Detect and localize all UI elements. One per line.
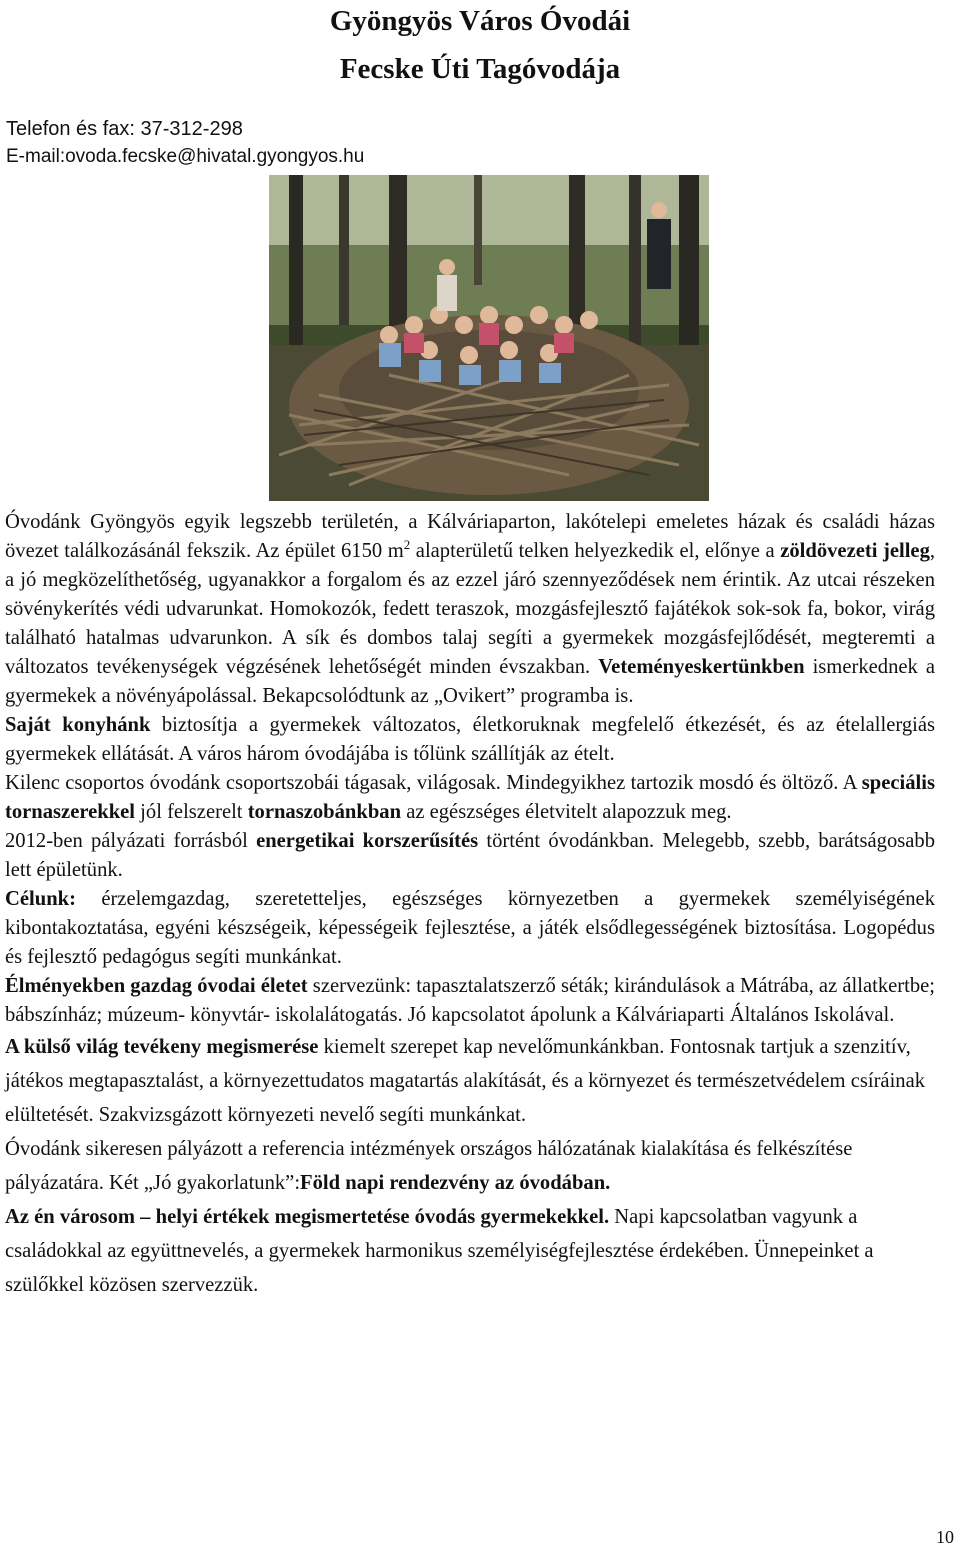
paragraph-environment: A külső világ tevékeny megismerése kiemelt szerepet kap nevelőmunkánkban. Fontosnak tartjuk a szenzitív, játékos megtapasztalást, a környezettudatos magatartás alakítását, és a környezet és természetvédelem csíráinak elültetését. Szakvizsgázott környezeti nevelő segíti munkánkat. — [5, 1036, 926, 1126]
document-title-line-2: Fecske Úti Tagóvodája — [339, 53, 621, 85]
paragraph-reference: Óvodánk sikeresen pályázott a referencia intézmények országos hálózatának kialakítása és felkészítése pályázatára. Két „Jó gyakorlatunk”:Föld napi rendezvény az óvodában. — [5, 1138, 853, 1194]
paragraph-kitchen: Saját konyhánk biztosítja a gyermekek változatos, életkoruknak megfelelő étkezését, és az ételallergiás gyermekek ellátását. A város három óvodájába is tőlünk szállítják az ételt. — [5, 714, 935, 765]
email-line: E-mail:ovoda.fecske@hivatal.gyongyos.hu — [6, 146, 365, 167]
phone-fax-line: Telefon és fax: 37-312-298 — [6, 118, 243, 140]
body-text — [5, 508, 935, 1302]
paragraph-my-city: Az én városom – helyi értékek megismertetése óvodás gyermekekkel. Napi kapcsolatban vagyunk a családokkal az együttnevelés, a gyermekek harmonikus személyiségfejlesztése érdekében. Ünnepeinket a szülőkkel közösen szervezzük. — [5, 1206, 874, 1296]
paragraph-groups: Kilenc csoportos óvodánk csoportszobái tágasak, világosak. Mindegyikhez tartozik mosdó és öltöző. A speciális tornaszerekkel jól felszerelt tornaszobánkban az egészséges életvitelt alapozzuk meg. — [5, 772, 935, 823]
paragraph-experiences: Élményekben gazdag óvodai életet szervezünk: tapasztalatszerző séták; kirándulások a Mátrába, az állatkertbe; bábszínház; múzeum- könyvtár- iskolalátogatás. Jó kapcsolatot ápolunk a Kálváriaparti Általános Iskolával. — [5, 975, 935, 1026]
paragraph-location: Óvodánk Gyöngyös egyik legszebb területén, a Kálváriaparton, lakótelepi emeletes házak és családi házas övezet találkozásánál fekszik. Az épület 6150 $m^2$ alapterületű telken helyezkedik el, előnye a zöldövezeti jelleg, a jó megközelíthetőség, ugyanakkor a forgalom és az ezzel járó szennyeződések nem érintik. Az utcai részeken sövénykerítés védi udvarunkat. Homokozók, fedett teraszok, mozgásfejlesztő fajátékok sok-sok fa, bokor, virág található hatalmas udvarunkon. A sík és dombos talaj segíti a gyermekek mozgásfejlődését, megteremti a változatos tevékenységek végzésének lehetőségét minden évszakban. Veteményeskertünkben ismerkednek a gyermekek a növényápolással. Bekapcsolódtunk az „Ovikert” programba is. — [5, 511, 936, 707]
paragraph-renovation: 2012-ben pályázati forrásból energetikai korszerűsítés történt óvodánkban. Melegebb, szebb, barátságosabb lett épületünk. — [5, 830, 935, 881]
document-title-line-1: Gyöngyös Város Óvodái — [329, 5, 631, 37]
paragraph-goal: Célunk: érzelemgazdag, szeretetteljes, egészséges környezetben a gyermekek személyiségének kibontakoztatása, egyéni készségeik, képességeik fejlesztése, a játék elsődlegességének biztosítása. Logopédus és fejlesztő pedagógus segíti munkánkat. — [5, 888, 935, 968]
page-number: 10 — [936, 1527, 954, 1547]
photo-children-in-branch-nest — [269, 175, 709, 501]
